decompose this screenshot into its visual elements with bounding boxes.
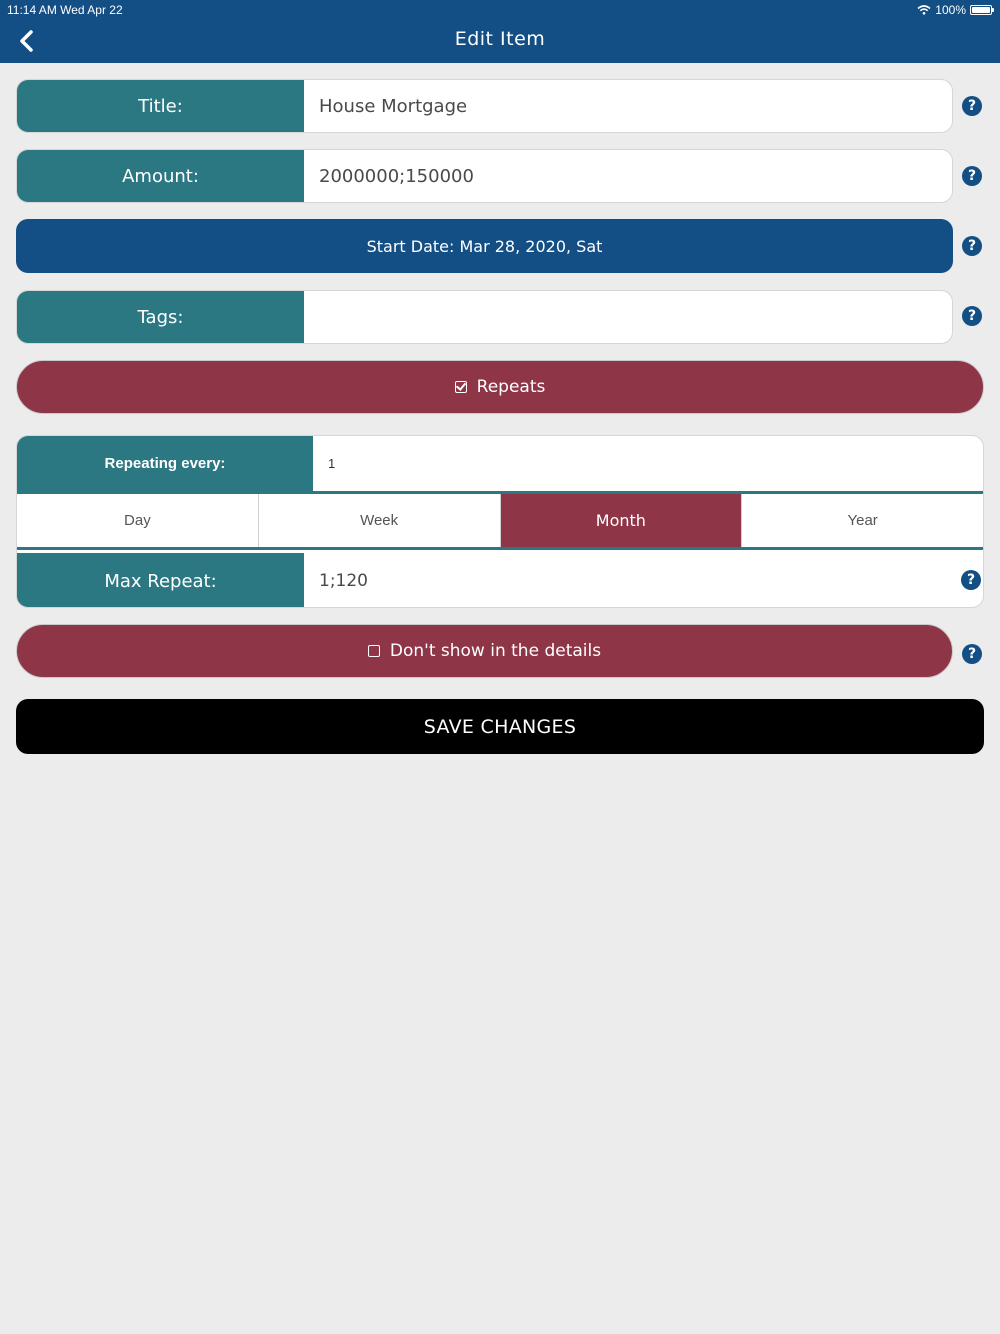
help-icon[interactable]: ?	[962, 306, 982, 326]
repeats-toggle[interactable]	[16, 360, 984, 414]
help-icon[interactable]: ?	[961, 570, 981, 590]
amount-input[interactable]: 2000000;150000	[319, 165, 474, 187]
help-icon[interactable]: ?	[962, 96, 982, 116]
tags-field	[16, 290, 953, 344]
repeating-every-row	[17, 436, 983, 494]
repeating-every-input[interactable]: 1	[328, 456, 336, 471]
repeat-settings	[16, 435, 984, 608]
help-icon[interactable]: ?	[962, 644, 982, 664]
checkbox-unchecked-icon	[368, 645, 380, 657]
period-month[interactable]: Month	[501, 494, 743, 547]
amount-label: Amount:	[17, 150, 304, 202]
max-repeat-label: Max Repeat:	[17, 553, 304, 608]
checkbox-checked-icon	[455, 381, 467, 393]
title-input[interactable]: House Mortgage	[319, 95, 468, 117]
hide-details-toggle[interactable]	[16, 624, 953, 678]
navigation-bar	[0, 0, 1000, 63]
page-title: Edit Item	[454, 28, 546, 50]
period-selector	[17, 494, 983, 550]
hide-details-label: Don't show in the details	[389, 641, 602, 661]
start-date-button[interactable]: Start Date: Mar 28, 2020, Sat	[16, 219, 953, 273]
status-time: 11:14 AM Wed Apr 22	[7, 3, 123, 17]
tags-input[interactable]	[304, 291, 952, 343]
save-changes-button[interactable]: SAVE CHANGES	[16, 699, 984, 754]
period-week[interactable]: Week	[259, 494, 501, 547]
help-icon[interactable]: ?	[962, 166, 982, 186]
period-day[interactable]: Day	[17, 494, 259, 547]
status-indicators	[917, 3, 992, 17]
max-repeat-input[interactable]: 1;120	[319, 571, 368, 591]
battery-icon	[970, 5, 992, 15]
battery-percent: 100%	[935, 3, 966, 17]
period-year[interactable]: Year	[847, 512, 878, 529]
tags-label: Tags:	[17, 291, 304, 343]
repeats-label: Repeats	[476, 377, 546, 397]
help-icon[interactable]: ?	[962, 236, 982, 256]
title-field	[16, 79, 953, 133]
amount-field	[16, 149, 953, 203]
wifi-icon	[917, 5, 931, 15]
repeating-every-label: Repeating every:	[17, 436, 313, 491]
title-label: Title:	[17, 80, 304, 132]
max-repeat-row	[17, 553, 983, 608]
